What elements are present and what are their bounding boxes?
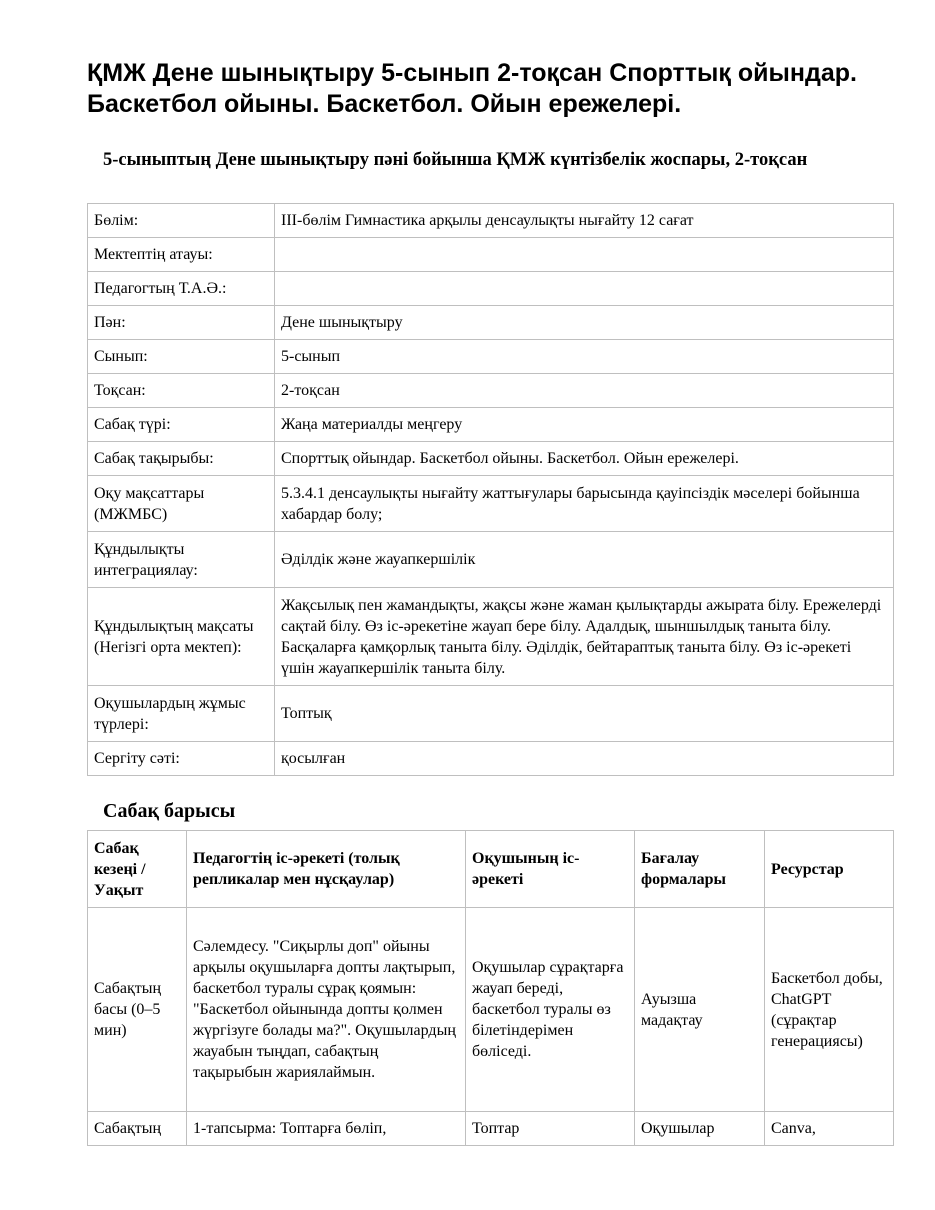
table-cell: Сәлемдесу. "Сиқырлы доп" ойыны арқылы оқушыларға допты лақтырып, баскетбол туралы сұрақ қоямын: "Баскетбол ойынында допты қолмен жүргізуге болады ма?". Оқушылардың жауабын тыңдап, сабақтың тақырыбын жариялаймын. xyxy=(187,908,466,1112)
table-row xyxy=(88,340,894,374)
table-cell: Сабақтың xyxy=(88,1112,187,1146)
info-value: Спорттық ойындар. Баскетбол ойыны. Баскетбол. Ойын ережелері. xyxy=(275,442,894,476)
table-row xyxy=(88,442,894,476)
table-row xyxy=(88,306,894,340)
info-label: Сабақ тақырыбы: xyxy=(88,442,275,476)
lesson-progress-table xyxy=(87,830,894,1146)
info-label: Бөлім: xyxy=(88,204,275,238)
lesson-info-table xyxy=(87,203,894,776)
table-row xyxy=(88,374,894,408)
table-cell: Сабақтың басы (0–5 мин) xyxy=(88,908,187,1112)
table-cell: Оқушылар сұрақтарға жауап береді, баскетбол туралы өз білетіндерімен бөліседі. xyxy=(466,908,635,1112)
table-row xyxy=(88,408,894,442)
info-label: Педагогтың Т.А.Ә.: xyxy=(88,272,275,306)
column-header: Педагогтің іс-әрекеті (толық репликалар мен нұсқаулар) xyxy=(187,831,466,908)
column-header: Оқушының іс-әрекеті xyxy=(466,831,635,908)
lesson-progress-title: Сабақ барысы xyxy=(103,800,236,822)
info-value: Әділдік және жауапкершілік xyxy=(275,532,894,588)
table-cell: Ауызша мадақтау xyxy=(635,908,765,1112)
column-header: Бағалау формалары xyxy=(635,831,765,908)
info-label: Құндылықтың мақсаты (Негізгі орта мектеп): xyxy=(88,588,275,686)
table-row xyxy=(88,908,894,1112)
info-label: Құндылықты интеграциялау: xyxy=(88,532,275,588)
table-row xyxy=(88,238,894,272)
info-value: Жақсылық пен жамандықты, жақсы және жаман қылықтарды ажырата білу. Ережелерді сақтай білу. Өз іс-әрекетіне жауап бере білу. Адалдық, шыншылдық таныта білу. Басқаларға қамқорлық таныта білу. Әділдік, бейтараптық таныта білу. Өз іс-әрекеті үшін жауапкершілік таныта білу. xyxy=(275,588,894,686)
table-cell: Баскетбол добы, ChatGPT (сұрақтар генерациясы) xyxy=(765,908,894,1112)
table-row xyxy=(88,1112,894,1146)
info-label: Сынып: xyxy=(88,340,275,374)
info-value: Топтық xyxy=(275,686,894,742)
info-value: Дене шынықтыру xyxy=(275,306,894,340)
info-value: қосылған xyxy=(275,742,894,776)
info-label: Мектептің атауы: xyxy=(88,238,275,272)
table-row xyxy=(88,532,894,588)
info-value xyxy=(275,238,894,272)
table-row xyxy=(88,204,894,238)
table-row xyxy=(88,588,894,686)
table-row xyxy=(88,742,894,776)
info-label: Оқушылардың жұмыс түрлері: xyxy=(88,686,275,742)
info-value: 5-сынып xyxy=(275,340,894,374)
info-label: Оқу мақсаттары (МЖМБС) xyxy=(88,476,275,532)
table-row xyxy=(88,476,894,532)
table-header-row xyxy=(88,831,894,908)
page-title: ҚМЖ Дене шынықтыру 5-сынып 2-тоқсан Спорттық ойындар. Баскетбол ойыны. Баскетбол. Ойын ережелері. xyxy=(87,59,857,118)
info-label: Пән: xyxy=(88,306,275,340)
info-value: III-бөлім Гимнастика арқылы денсаулықты нығайту 12 сағат xyxy=(275,204,894,238)
info-value xyxy=(275,272,894,306)
info-label: Сергіту сәті: xyxy=(88,742,275,776)
info-label: Тоқсан: xyxy=(88,374,275,408)
table-cell: Топтар xyxy=(466,1112,635,1146)
info-value: Жаңа материалды меңгеру xyxy=(275,408,894,442)
info-label: Сабақ түрі: xyxy=(88,408,275,442)
column-header: Сабақ кезеңі / Уақыт xyxy=(88,831,187,908)
info-value: 5.3.4.1 денсаулықты нығайту жаттығулары барысында қауіпсіздік мәселері бойынша хабардар болу; xyxy=(275,476,894,532)
column-header: Ресурстар xyxy=(765,831,894,908)
table-row xyxy=(88,686,894,742)
table-cell: 1-тапсырма: Топтарға бөліп, xyxy=(187,1112,466,1146)
table-cell: Оқушылар xyxy=(635,1112,765,1146)
table-row xyxy=(88,272,894,306)
info-value: 2-тоқсан xyxy=(275,374,894,408)
plan-subtitle: 5-сыныптың Дене шынықтыру пәні бойынша ҚМЖ күнтізбелік жоспары, 2-тоқсан xyxy=(103,150,808,170)
table-cell: Canva, xyxy=(765,1112,894,1146)
